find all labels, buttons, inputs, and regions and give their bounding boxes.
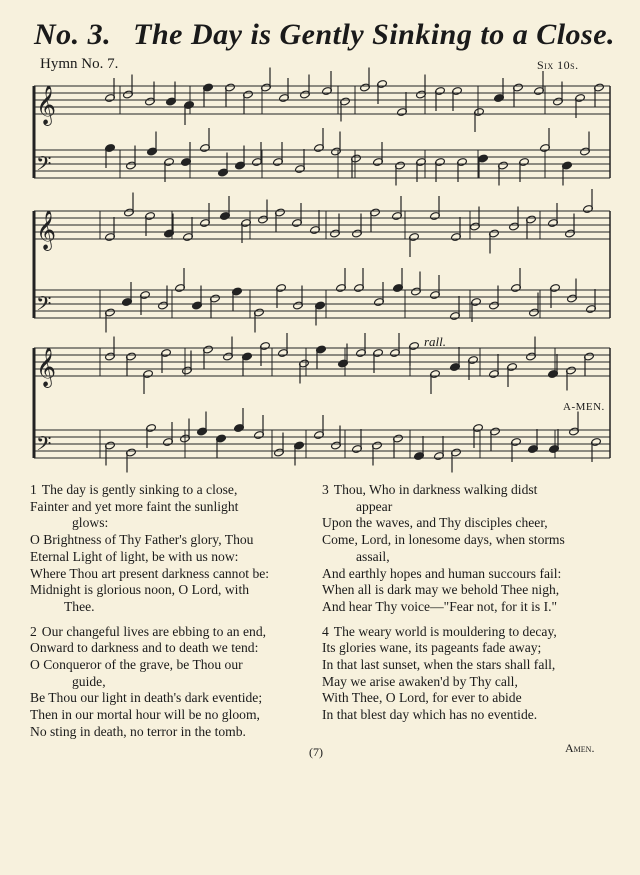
stanza-4 [322, 624, 612, 724]
verse-line: In that last sunset, when the stars shall fall, [322, 657, 556, 673]
verse-line: Where Thou art present darkness cannot be: [30, 565, 270, 581]
stanza-3 [322, 482, 612, 616]
verse-line: glows: [72, 515, 109, 531]
verse-line: May we arise awaken'd by Thy call, [322, 673, 518, 689]
barlines [100, 86, 610, 458]
verse-line: In that blest day which has no eventide. [322, 707, 538, 723]
hymn-title-text: The Day is Gently Sinking to a Close. [133, 18, 616, 51]
svg-text:𝄢: 𝄢 [36, 152, 52, 180]
amen-footer: Amen. [565, 741, 595, 755]
hymn-number: No. 3. [34, 18, 112, 51]
verse-line: Then in our mortal hour will be no gloom, [30, 707, 260, 723]
verse-line: Thee. [64, 598, 95, 614]
svg-text:𝄞: 𝄞 [36, 85, 57, 125]
verse-line: The day is gently sinking to a close, [41, 482, 238, 497]
verse-line: Midnight is glorious noon, O Lord, with [30, 582, 250, 598]
verse-line: O Brightness of Thy Father's glory, Thou [30, 532, 254, 548]
amen-music-label: A-MEN. [563, 401, 605, 413]
verse-line: appear [356, 498, 393, 514]
verse-line: Our changeful lives are ebbing to an end, [41, 623, 267, 639]
stanza-number: 2 [30, 623, 37, 639]
svg-text:𝄢: 𝄢 [36, 432, 52, 460]
verse-line: Eternal Light of light, be with us now: [30, 548, 239, 564]
verse-line: Upon the waves, and Thy disciples cheer, [322, 515, 548, 531]
verse-line: No sting in death, no terror in the tomb. [30, 723, 246, 739]
verse-line: Thou, Who in darkness walking didst [333, 482, 538, 497]
verse-line: Its glories wane, its pageants fade away; [322, 640, 542, 656]
hymn-reference: Hymn No. 7. [40, 56, 119, 72]
rall-marking: rall. [424, 334, 447, 349]
staff-lines [34, 86, 610, 458]
verse-line: guide, [72, 673, 106, 689]
stanza-2 [30, 624, 314, 741]
stanza-number: 1 [30, 482, 37, 497]
stanza-number: 3 [322, 482, 329, 497]
verse-line: assail, [356, 548, 390, 564]
svg-text:𝄢: 𝄢 [36, 292, 52, 320]
verse-line: The weary world is mouldering to decay, [333, 623, 557, 639]
verses-right-column [322, 482, 612, 740]
verse-line: O Conqueror of the grave, be Thou our [30, 657, 243, 673]
stanza-1 [30, 482, 314, 616]
verse-line: And earthly hopes and human succours fail: [322, 565, 562, 581]
verse-line: Onward to darkness and to death we tend: [30, 640, 259, 656]
clefs [36, 85, 56, 460]
verses-left-column [30, 482, 314, 740]
verses [30, 482, 612, 740]
svg-text:𝄞: 𝄞 [36, 347, 57, 387]
verse-line: And hear Thy voice—"Fear not, for it is I." [322, 598, 558, 614]
verse-line: Come, Lord, in lonesome days, when storms [322, 532, 565, 548]
stanza-number: 4 [322, 623, 329, 639]
page-number: (7) [309, 745, 323, 759]
notes [105, 68, 605, 473]
verse-line: When all is dark may we behold Thee nigh, [322, 582, 560, 598]
svg-text:𝄞: 𝄞 [36, 210, 57, 250]
verse-line: Be Thou our light in death's dark eventide; [30, 690, 263, 706]
meter-label: Six 10s. [537, 58, 579, 72]
verse-line: With Thee, O Lord, for ever to abide [322, 690, 522, 706]
verse-line: Fainter and yet more faint the sunlight [30, 498, 239, 514]
